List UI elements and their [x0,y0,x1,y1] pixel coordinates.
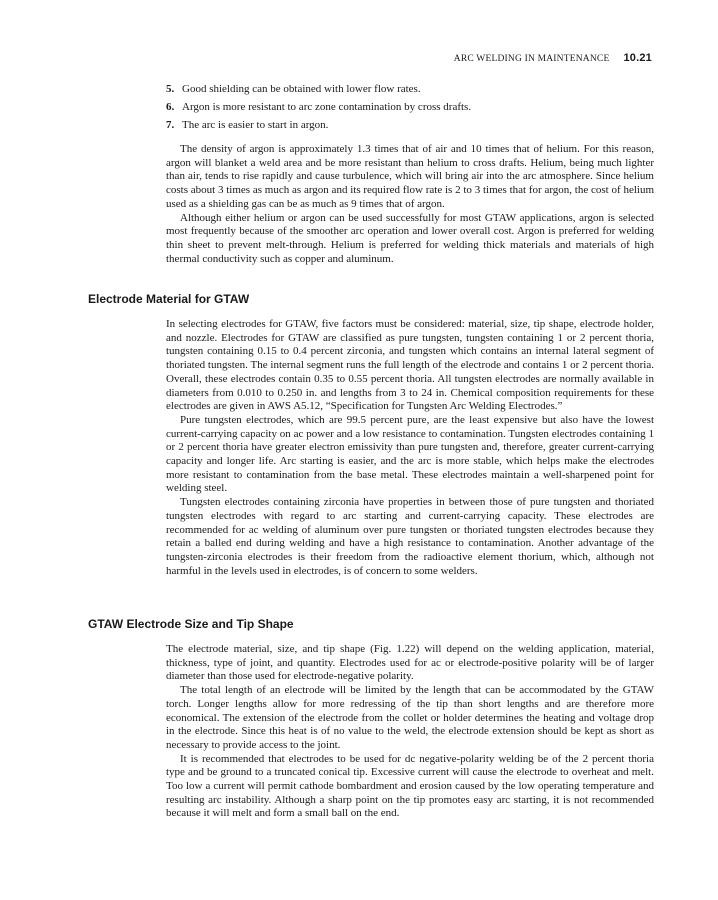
list-item-text: Argon is more resistant to arc zone contamination by cross drafts. [182,101,472,113]
page-number: 10.21 [623,52,652,64]
body-paragraph: In selecting electrodes for GTAW, five factors must be considered: material, size, tip shape, electrode holder, and nozzle. Electrodes for GTAW are classified as pure tungsten, tungsten containing 1 or 2 percent thoria, tungsten containing 0.15 to 0.4 percent zirconia, and tungsten which contains an internal lateral segment of thoriated tungsten. The internal segment runs the full length of the electrode and contains 1 or 2 percent thoria. Overall, these electrodes contain 0.35 to 0.55 percent thoria. All tungsten electrodes are normally available in diameters from 0.010 to 0.250 in. and lengths from 3 to 24 in. Chemical composition requirements for these electrodes are given in AWS A5.12, “Specification for Tungsten Arc Welding Electrodes.” [166,318,654,413]
body-paragraph: It is recommended that electrodes to be used for dc negative-polarity welding be of the 2 percent thoria type and be ground to a truncated conical tip. Excessive current will cause the electrode to overheat and melt. Too low a current will permit cathode bombardment and erosion caused by the low operating temperature and resulting arc instability. Although a sharp point on the tip promotes easy arc starting, it is not recommended because it will melt and form a small ball on the end. [166,752,654,820]
body-paragraph: Tungsten electrodes containing zirconia have properties in between those of pure tungsten and thoriated tungsten electrodes with regard to arc starting and current-carrying capacity. These electrodes are recommended for ac welding of aluminum over pure tungsten or thoriated tungsten electrodes because they retain a balled end during welding and have a high resistance to contamination. Another advantage of the tungsten-zirconia electrodes is their freedom from the radioactive element thorium, which, although not harmful in the levels used in electrodes, is of concern to some welders. [166,496,654,577]
list-item-number: 5. [166,83,175,95]
running-head [454,52,652,64]
section-heading-electrode-material: Electrode Material for GTAW [88,292,250,306]
list-item-text: Good shielding can be obtained with lower flow rates. [182,83,421,95]
body-paragraph: The electrode material, size, and tip shape (Fig. 1.22) will depend on the welding application, material, thickness, type of joint, and quantity. Electrodes used for ac or electrode-positive polarity will be of larger diameter than those used for electrode-negative polarity. [166,643,654,683]
intro-text-block [166,143,654,266]
body-paragraph: The density of argon is approximately 1.3 times that of air and 10 times that of helium. For this reason, argon will blanket a weld area and be more resistant than helium to cross drafts. Helium, being much lighter than air, tends to rise rapidly and cause turbulence, which will bring air into the arc atmosphere. Since helium costs about 3 times as much as argon and its required flow rate is 2 to 3 times that for argon, the cost of helium used as a shielding gas can be as much as 9 times that of argon. [166,143,654,210]
electrode-material-text-block [166,318,654,578]
body-paragraph: Although either helium or argon can be used successfully for most GTAW applications, argon is selected most frequently because of the smoother arc operation and lower overall cost. Argon is preferred for welding thin sheet to prevent melt-through. Helium is preferred for welding thick materials and materials of high thermal conductivity such as copper and aluminum. [166,211,654,265]
numbered-list [166,80,654,134]
list-item [166,98,654,116]
electrode-size-text-block [166,643,654,821]
list-item [166,116,654,134]
list-item [166,80,654,98]
list-item-number: 6. [166,101,175,113]
body-paragraph: Pure tungsten electrodes, which are 99.5 percent pure, are the least expensive but also have the lowest current-carrying capacity on ac power and a low resistance to contamination. Tungsten electrodes containing 1 or 2 percent thoria have greater electron emissivity than pure tungsten and, therefore, greater current-carrying capacity and longer life. Arc starting is easier, and the arc is more stable, which helps make the electrodes more resistant to contamination from the base metal. These electrodes maintain a well-sharpened point for welding steel. [166,413,654,495]
section-heading-electrode-size: GTAW Electrode Size and Tip Shape [88,617,294,631]
list-item-text: The arc is easier to start in argon. [182,119,329,131]
list-item-number: 7. [166,119,175,131]
body-paragraph: The total length of an electrode will be limited by the length that can be accommodated by the GTAW torch. Longer lengths allow for more redressing of the tip than short lengths and are therefore more economical. The extension of the electrode from the collet or holder determines the heating and voltage drop in the electrode. Since this heat is of no value to the weld, the electrode extension should be kept as short as necessary to provide access to the joint. [166,684,654,751]
running-head-title: ARC WELDING IN MAINTENANCE [453,54,610,64]
